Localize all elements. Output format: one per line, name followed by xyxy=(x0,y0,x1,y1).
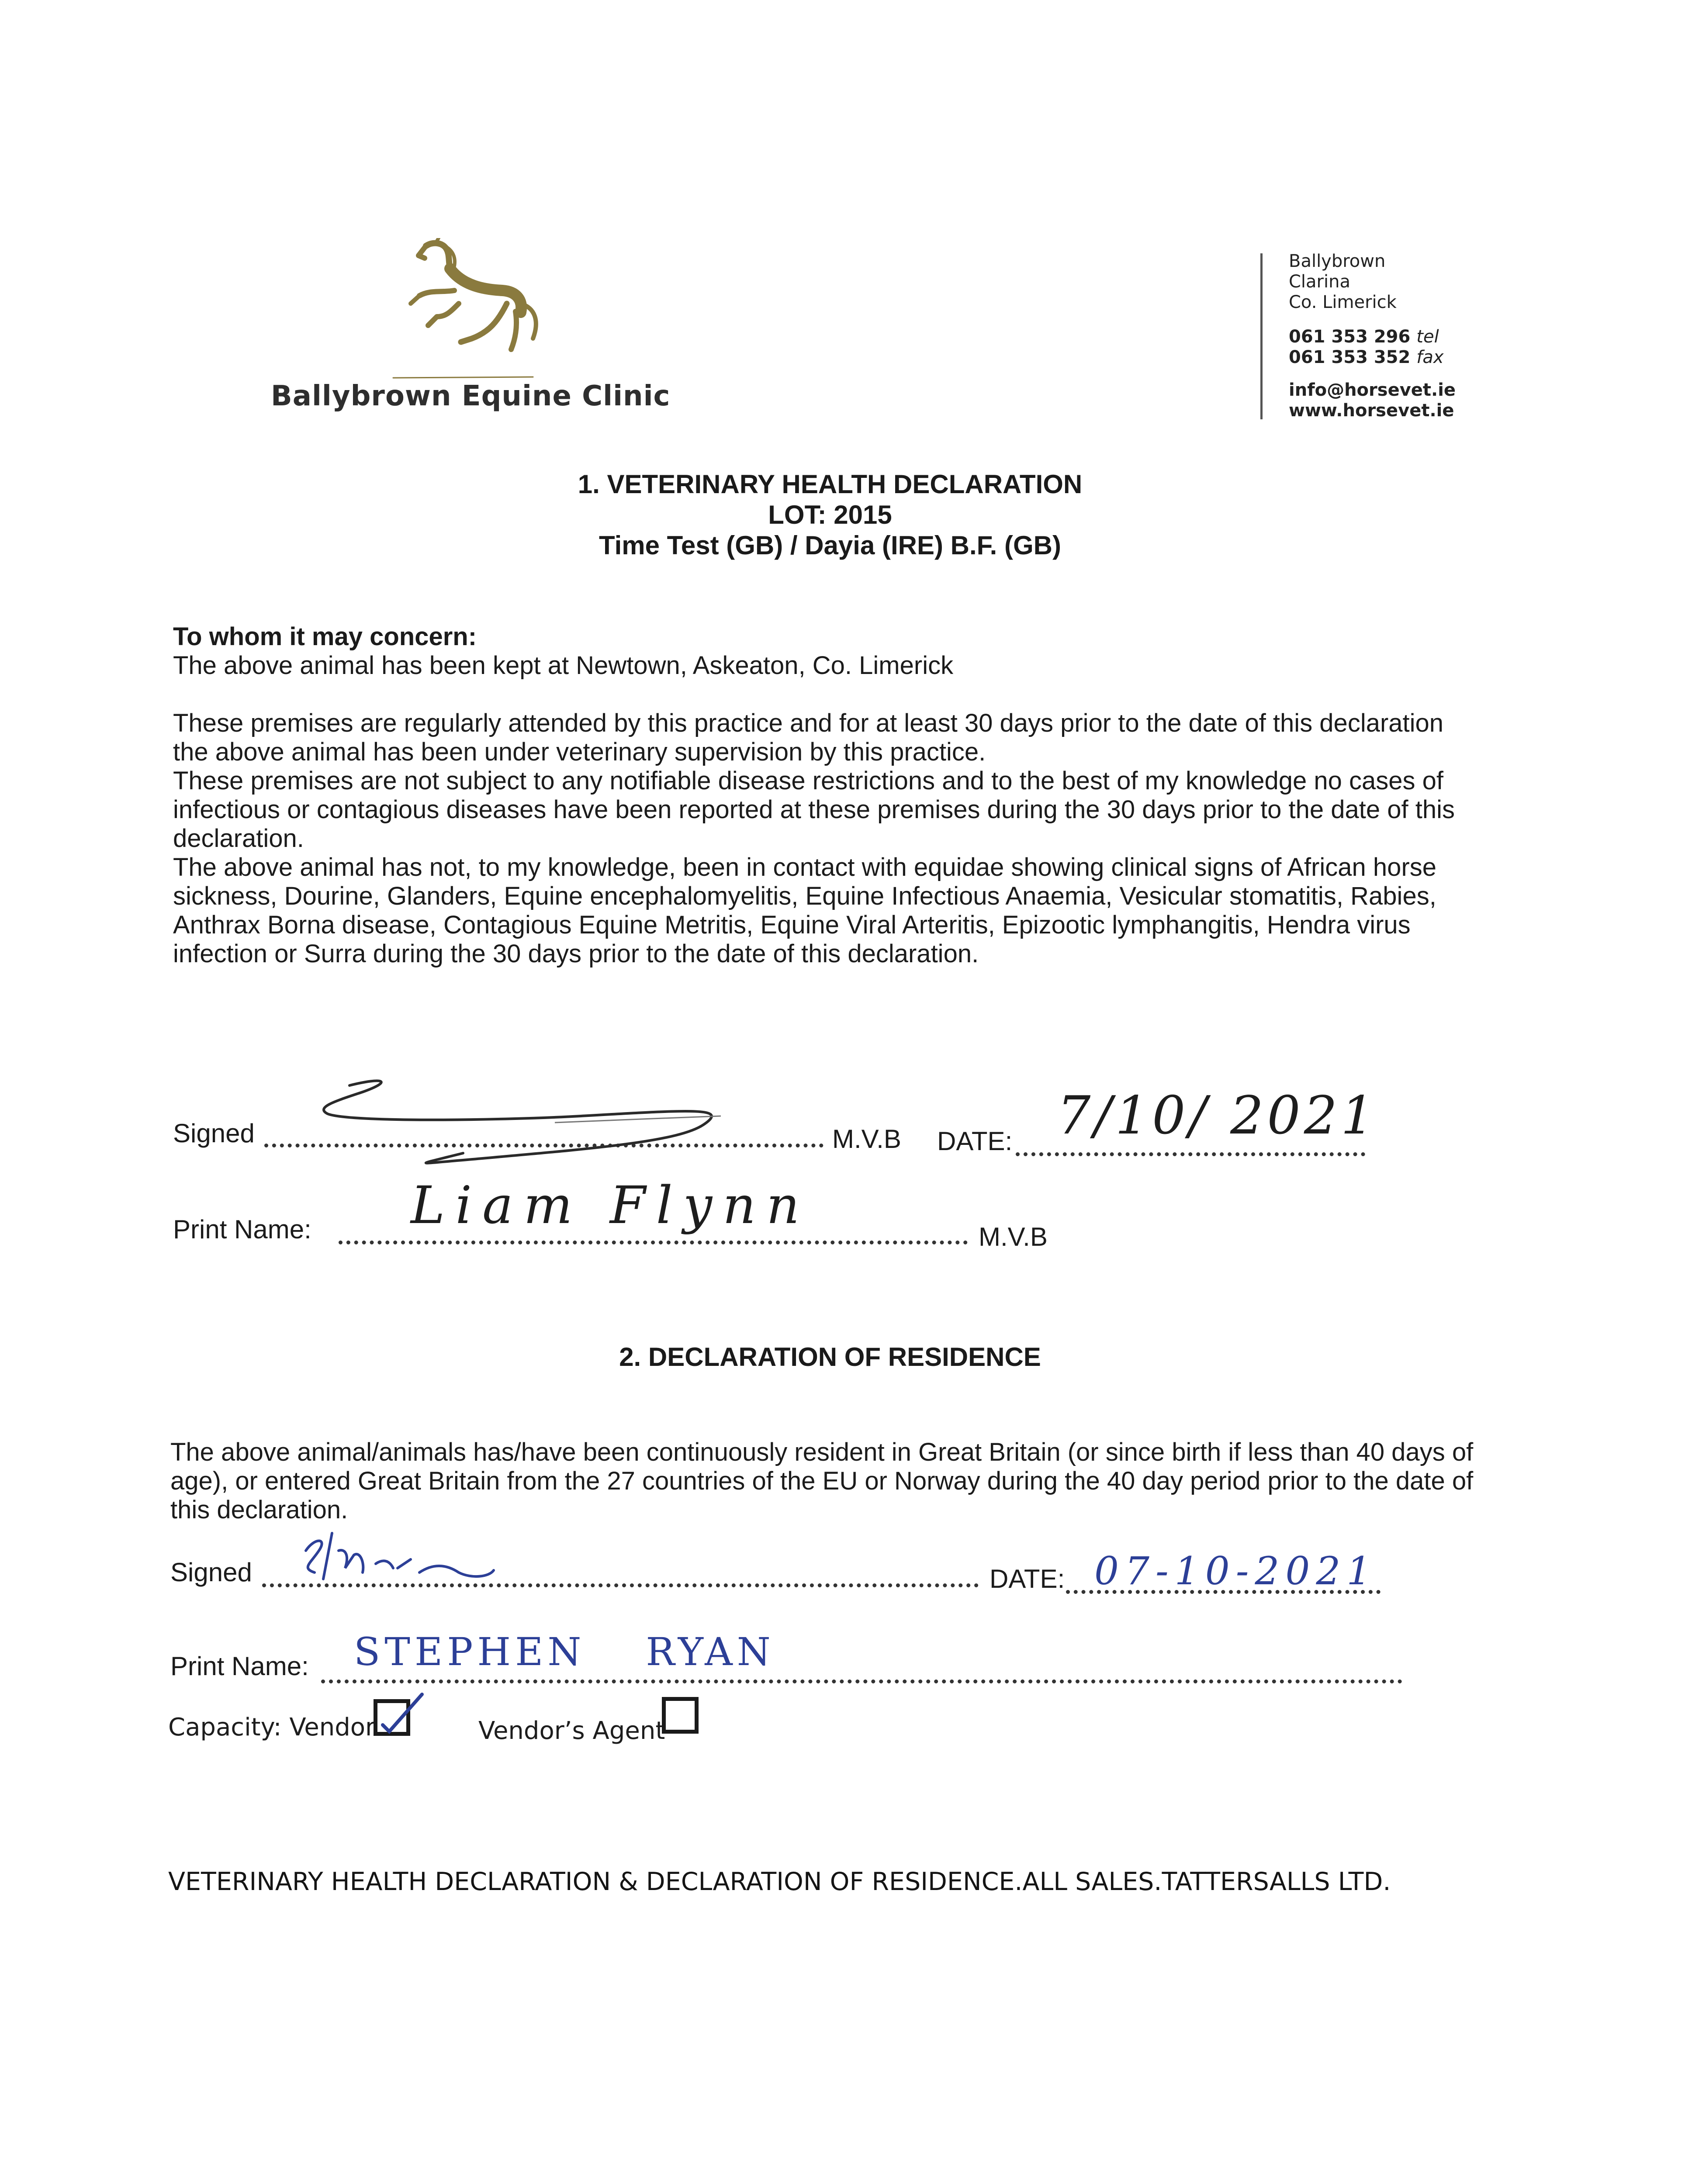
vendor-print-name-value: STEPHEN RYAN xyxy=(354,1629,775,1674)
print-name-label: Print Name: xyxy=(173,1215,311,1244)
paragraph: The above animal has not, to my knowledge, been in contact with equidae showing clinical signs of African horse sickness, Dourine, Glanders, Equine encephalomyelitis, Equine Infectious Anaemia, Vesicular stomatitis, Rabies, Anthrax Borna disease, Contagious Equine Metritis, Equine Viral Arteritis, Epizootic lymphangitis, Hendra virus infection or Surra during the 30 days prior to the date of this declaration. xyxy=(173,853,1437,968)
fax-line xyxy=(1289,347,1444,368)
address-line: Ballybrown xyxy=(1289,251,1386,271)
footer-text: VETERINARY HEALTH DECLARATION & DECLARATION OF RESIDENCE.ALL SALES.TATTERSALLS LTD. xyxy=(168,1867,1391,1896)
paragraph: These premises are not subject to any notifiable disease restrictions and to the best of my knowledge no cases of infectious or contagious diseases have been reported at these premises during the 30 days prior to the date of this declaration. xyxy=(173,767,1455,853)
signature-line xyxy=(262,1583,979,1587)
mvb-label: M.V.B xyxy=(979,1222,1048,1251)
capacity-vendor-label: Capacity: Vendor xyxy=(168,1713,376,1742)
contact-divider xyxy=(1260,253,1263,419)
signed-label: Signed xyxy=(173,1119,255,1148)
horse-logo-icon xyxy=(384,238,542,382)
signed-label: Signed xyxy=(170,1558,252,1587)
print-name-line xyxy=(339,1241,968,1244)
print-name-label: Print Name: xyxy=(170,1652,309,1681)
print-name-line xyxy=(321,1679,1402,1683)
vendor-agent-label: Vendor’s Agent xyxy=(478,1717,665,1745)
pedigree: Time Test (GB) / Dayia (IRE) B.F. (GB) xyxy=(599,531,1061,560)
residence-paragraph: The above animal/animals has/have been continuously resident in Great Britain (or since birth if less than 40 days of age), or entered Great Britain from the 27 countries of the EU or Norway during the 40 day period prior to the date of this declaration. xyxy=(170,1438,1474,1524)
address-line: Co. Limerick xyxy=(1289,292,1397,312)
vet-date-value: 7/10/ 2021 xyxy=(1057,1085,1378,1146)
vendor-signature-icon xyxy=(288,1524,577,1599)
section1-body xyxy=(173,622,1484,968)
date-label: DATE: xyxy=(937,1127,1013,1156)
email: info@horsevet.ie xyxy=(1289,380,1456,400)
fax-label: fax xyxy=(1416,347,1444,367)
kept-at: The above animal has been kept at Newtown, Askeaton, Co. Limerick xyxy=(173,651,954,680)
vendor-agent-checkbox[interactable] xyxy=(662,1697,699,1734)
website: www.horsevet.ie xyxy=(1289,401,1454,421)
paragraph: These premises are regularly attended by this practice and for at least 30 days prior to the date of this declaration the above animal has been under veterinary supervision by this practice. xyxy=(173,709,1444,766)
fax-number: 061 353 352 xyxy=(1289,347,1411,367)
clinic-name: Ballybrown Equine Clinic xyxy=(271,380,671,412)
tel-line xyxy=(1289,327,1439,347)
mvb-label: M.V.B xyxy=(832,1124,901,1154)
date-label: DATE: xyxy=(990,1564,1065,1593)
address-line: Clarina xyxy=(1289,272,1350,292)
vet-print-name-value: Liam Flynn xyxy=(411,1175,810,1235)
tel-number: 061 353 296 xyxy=(1289,327,1411,347)
date-line xyxy=(1016,1152,1365,1156)
vet-signature-icon xyxy=(284,1072,743,1177)
section1-title: 1. VETERINARY HEALTH DECLARATION xyxy=(578,470,1083,499)
vendor-date-value: 07-10-2021 xyxy=(1094,1548,1377,1593)
tel-label: tel xyxy=(1416,327,1439,347)
salutation: To whom it may concern: xyxy=(173,622,477,651)
section2-title: 2. DECLARATION OF RESIDENCE xyxy=(619,1342,1041,1372)
checkmark-icon xyxy=(374,1690,431,1738)
vendor-checkbox[interactable] xyxy=(374,1699,410,1736)
lot-number: LOT: 2015 xyxy=(768,500,892,529)
